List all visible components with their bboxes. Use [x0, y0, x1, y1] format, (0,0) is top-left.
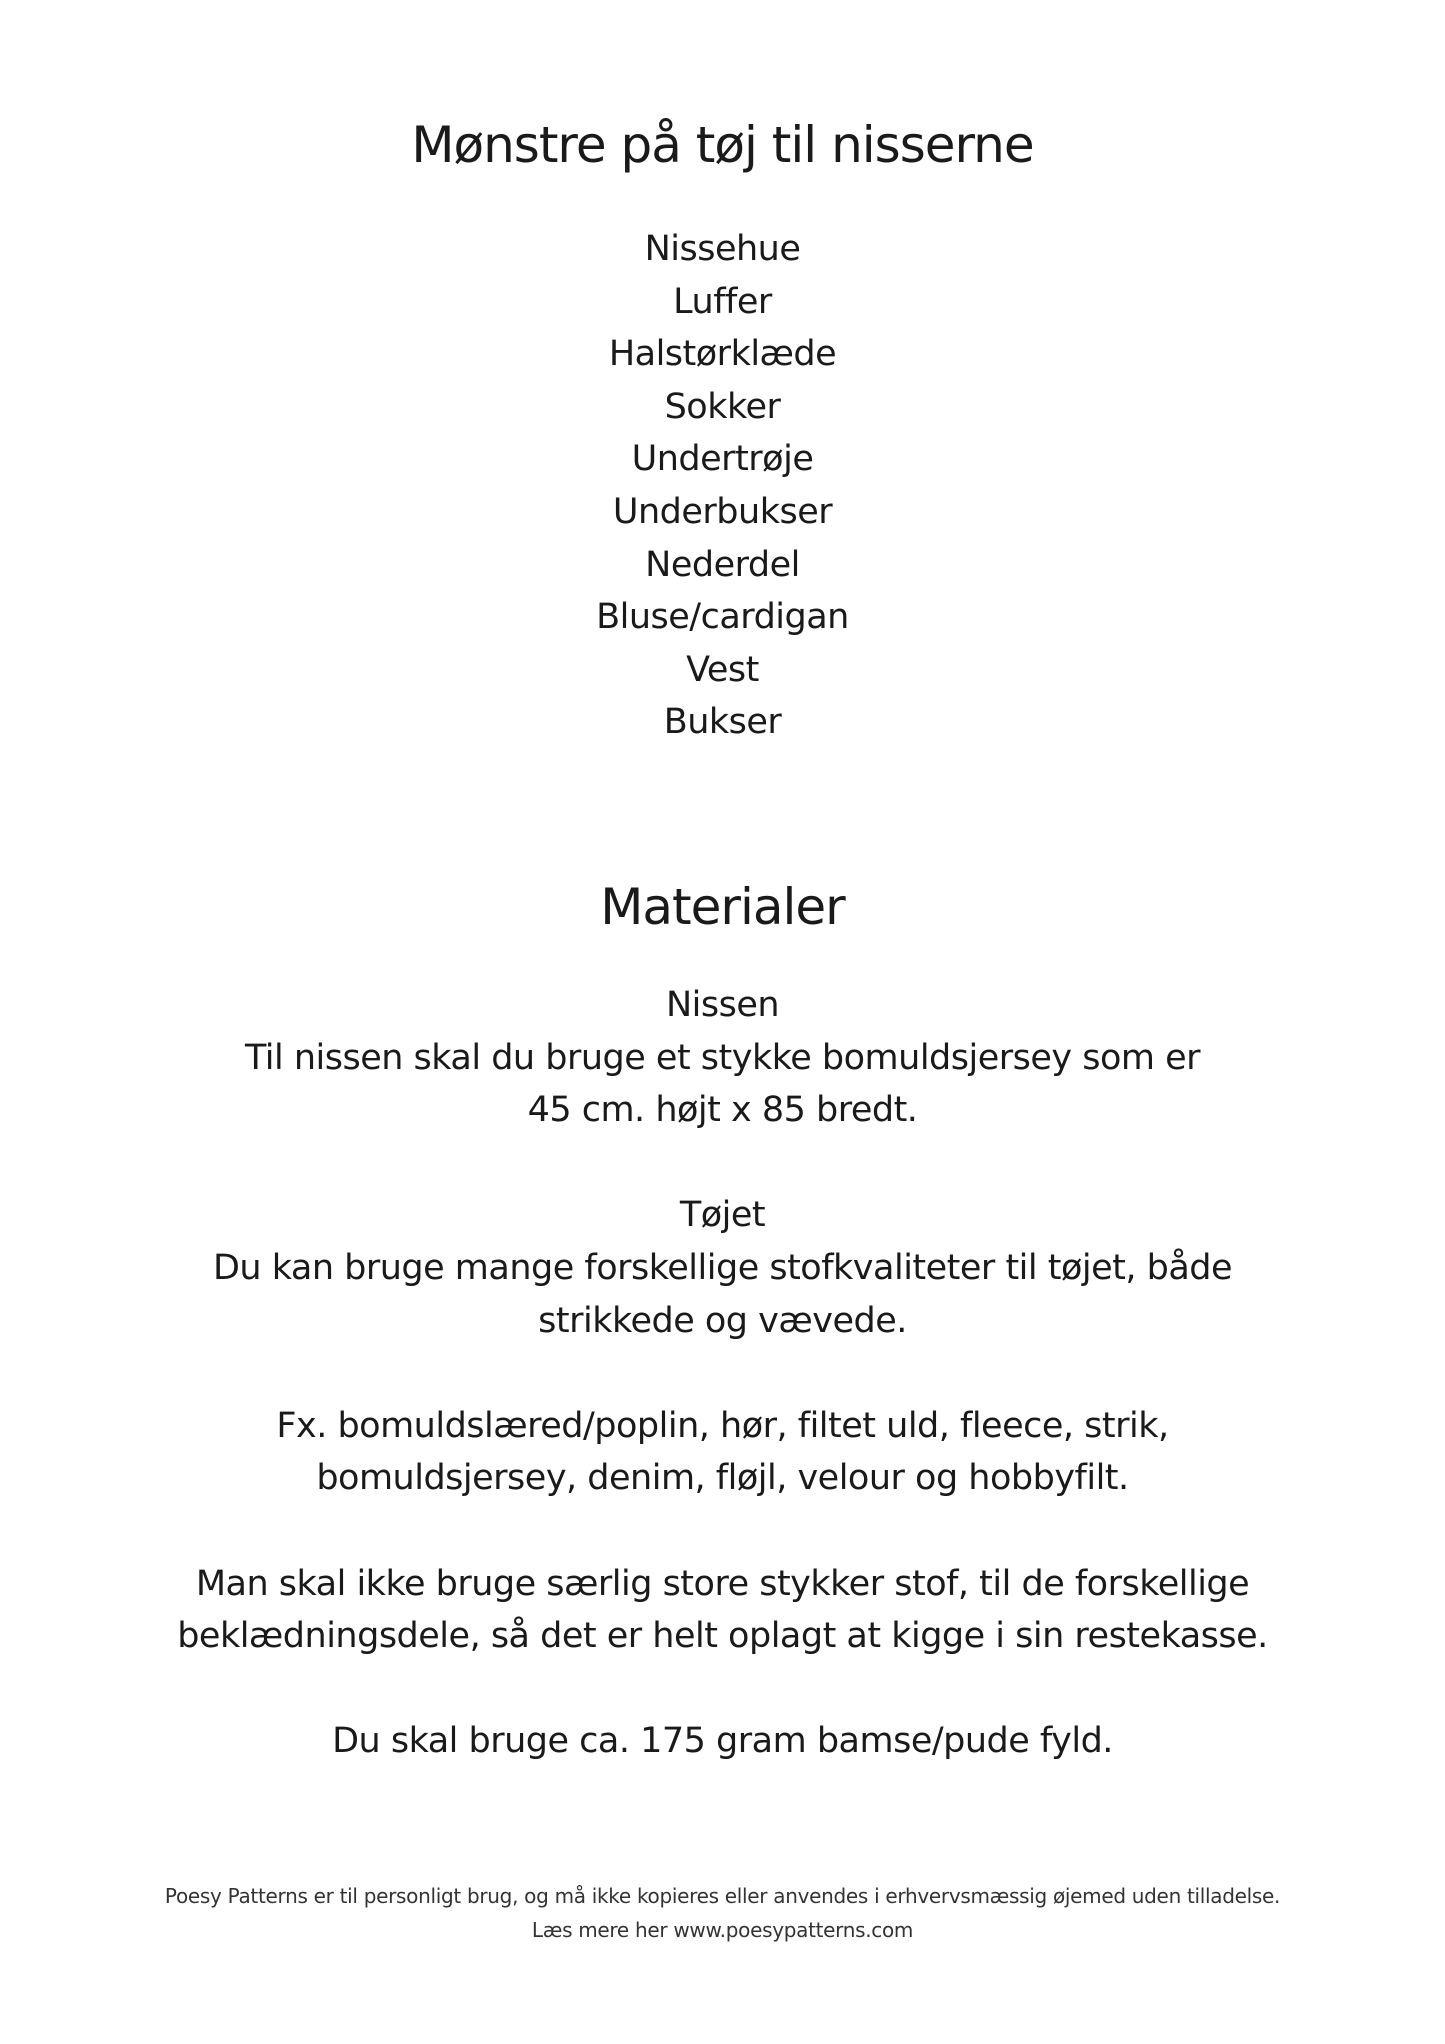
list-item: Vest [686, 649, 759, 690]
footer-website: Læs mere her www.poesypatterns.com [531, 1918, 914, 1942]
patterns-title: Mønstre på tøj til nisserne [411, 116, 1034, 174]
paragraph-line: Man skal ikke bruge særlig store stykker stof, til de forskellige [195, 1563, 1250, 1604]
paragraph-line: Du kan bruge mange forskellige stofkvaliteter til tøjet, både [212, 1247, 1233, 1288]
list-item: Halstørklæde [608, 334, 837, 375]
paragraph-line: bomuldsjersey, denim, fløjl, velour og hobbyfilt. [316, 1458, 1129, 1499]
footer-disclaimer: Poesy Patterns er til personligt brug, og må ikke kopieres eller anvendes i erhvervsmæssig øjemed uden tilladelse. [164, 1884, 1281, 1908]
list-item: Nederdel [645, 544, 800, 585]
paragraph-line: Til nissen skal du bruge et stykke bomuldsjersey som er [244, 1037, 1201, 1078]
materials-title: Materialer [600, 878, 845, 936]
paragraph-line: 45 cm. højt x 85 bredt. [527, 1090, 918, 1131]
list-item: Undertrøje [631, 439, 814, 480]
list-item: Bukser [663, 702, 782, 743]
toejet-heading: Tøjet [679, 1195, 766, 1236]
paragraph-line: beklædningsdele, så det er helt oplagt at kigge i sin restekasse. [177, 1616, 1268, 1657]
materials-body [0, 979, 1445, 1768]
list-item: Luffer [673, 281, 772, 322]
paragraph-line: strikkede og vævede. [538, 1300, 907, 1341]
nissen-heading: Nissen [665, 985, 780, 1025]
paragraph-line: Fx. bomuldslæred/poplin, hør, filtet uld, fleece, strik, [276, 1405, 1169, 1446]
list-item: Underbukser [612, 491, 833, 532]
pattern-list [0, 223, 1445, 749]
list-item: Bluse/cardigan [596, 597, 849, 638]
list-item: Nissehue [644, 229, 801, 269]
list-item: Sokker [664, 386, 781, 427]
footer [0, 1879, 1445, 1947]
paragraph-line: Du skal bruge ca. 175 gram bamse/pude fyld. [332, 1721, 1113, 1762]
